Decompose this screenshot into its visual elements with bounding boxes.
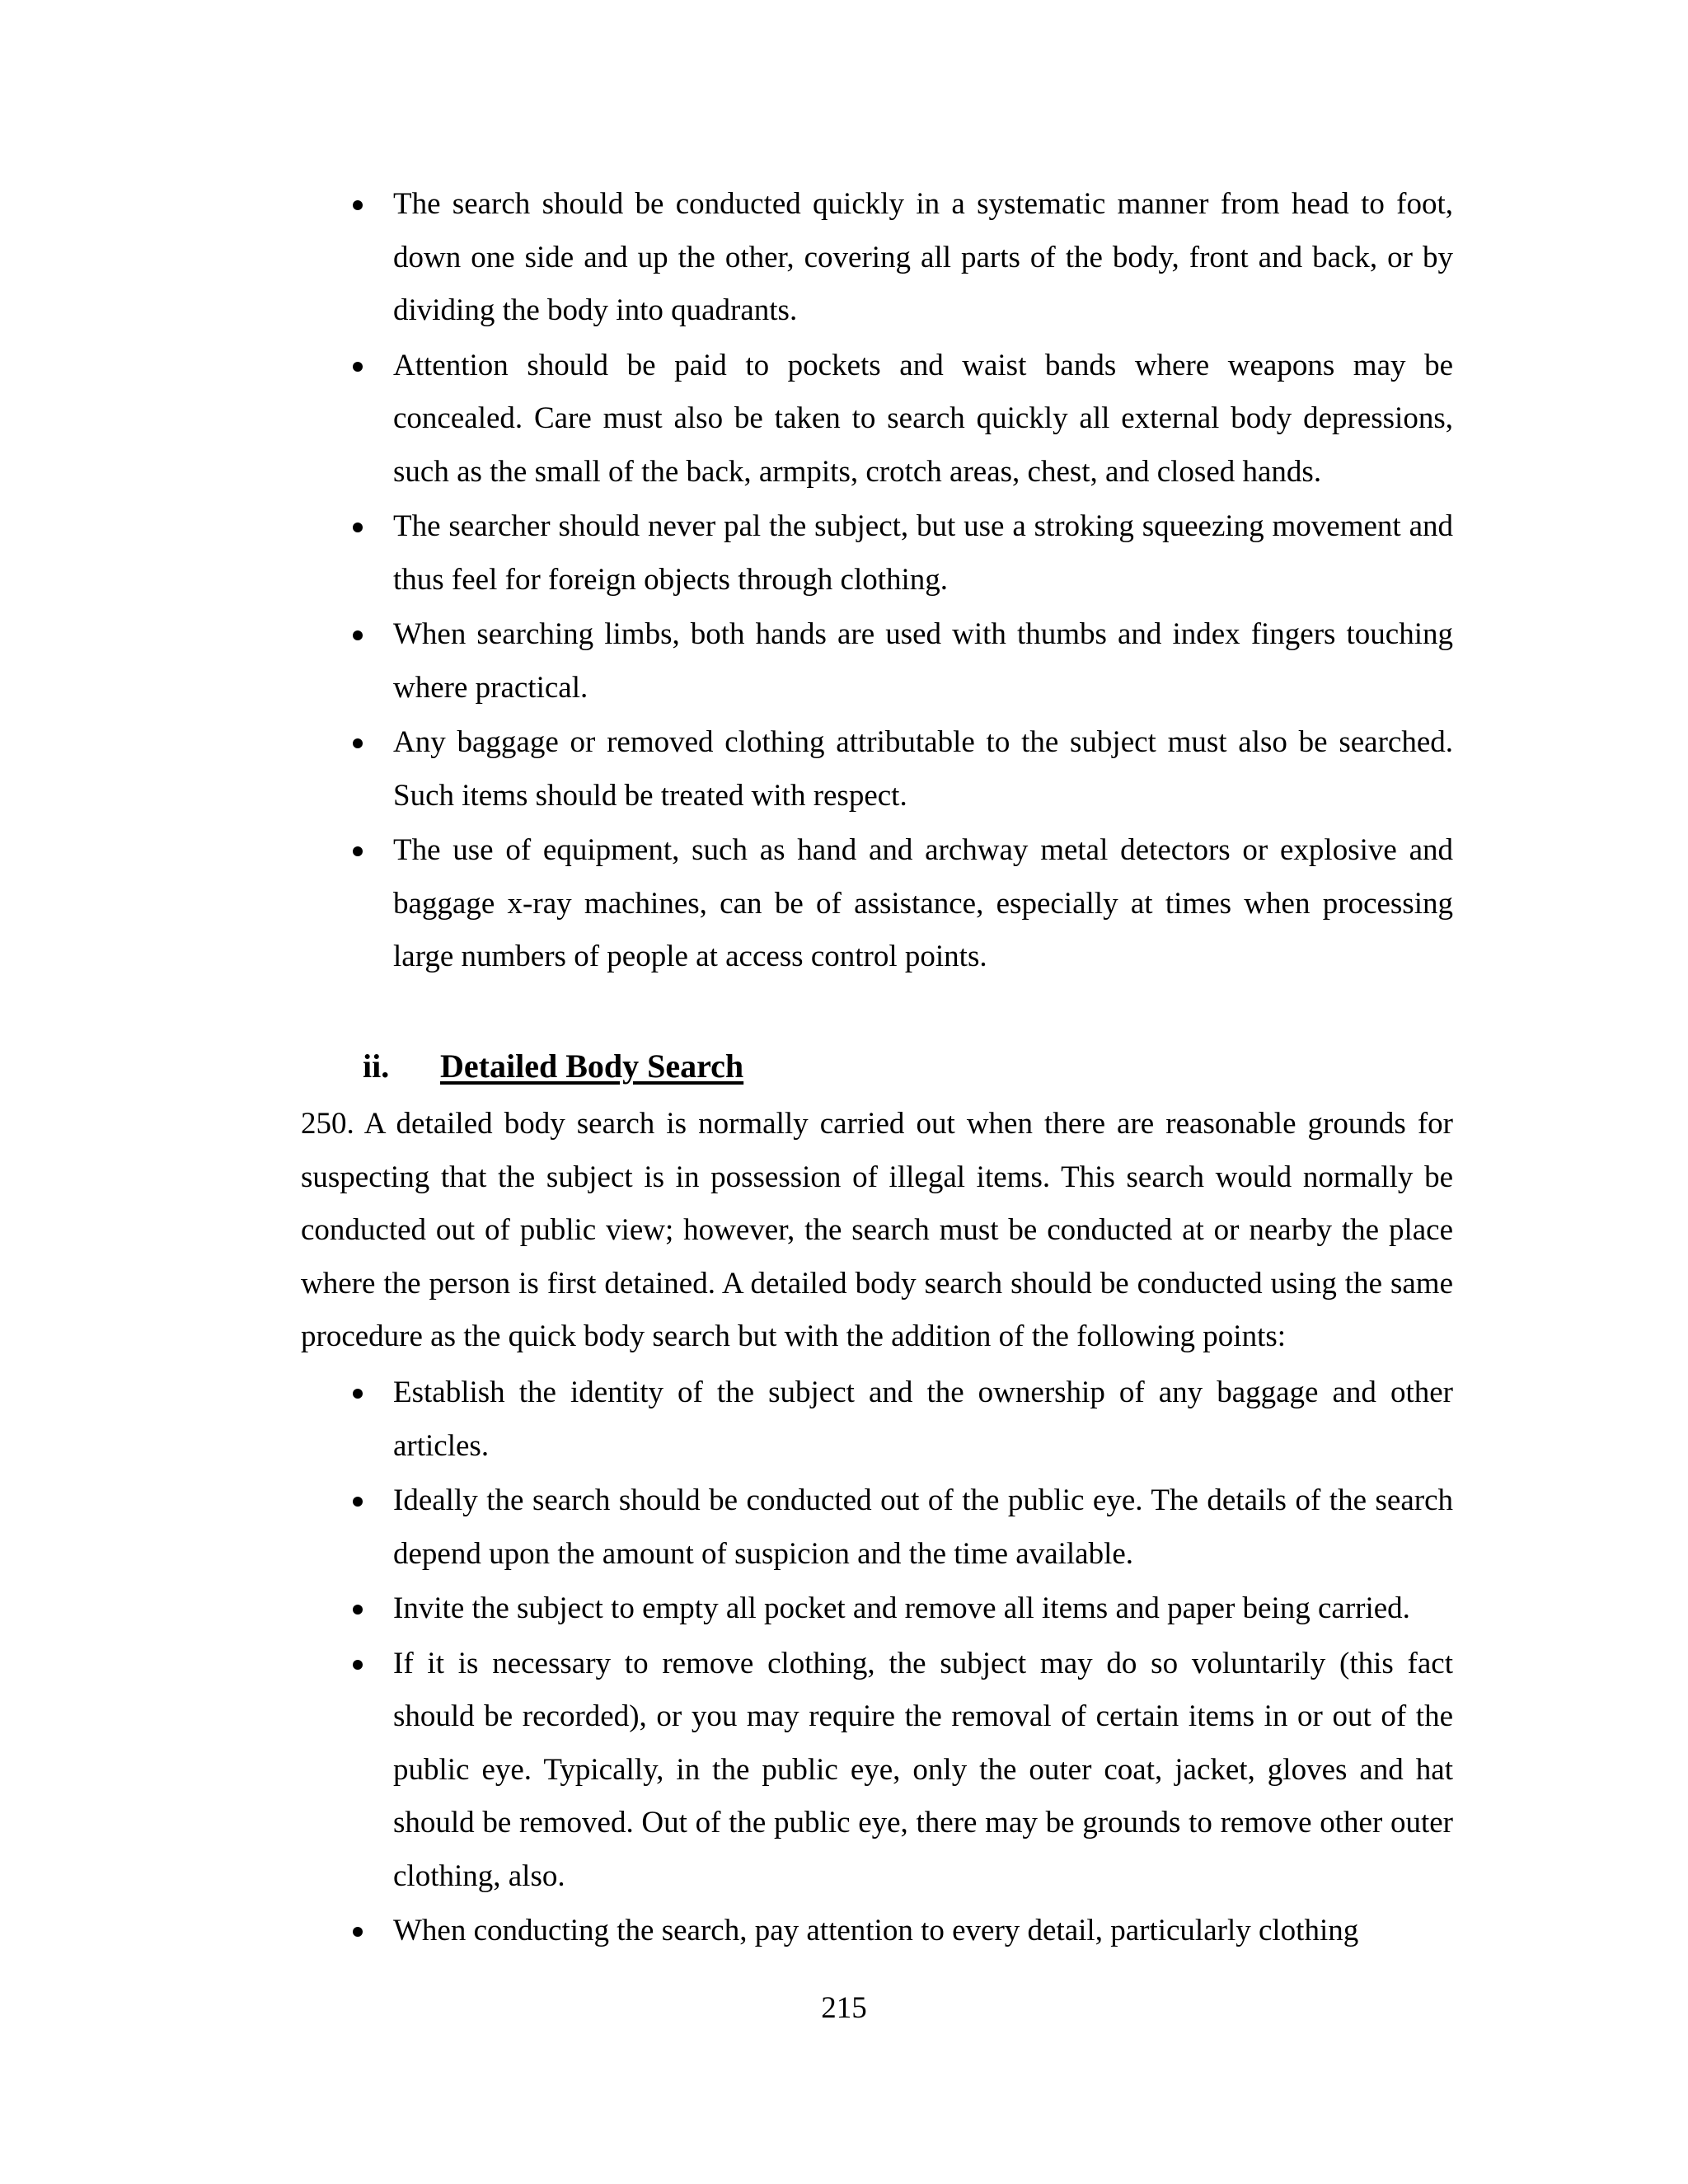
bullet-icon xyxy=(353,1605,363,1615)
bullet-icon xyxy=(353,630,363,640)
list-item-text: If it is necessary to remove clothing, the subject may do so voluntarily (this fact should be recorded), or you may require the removal of certain items in or out of the public eye. Typically, in the public eye, only the outer coat, jacket, gloves and hat should be removed. Out of the public eye, there may be grounds to remove other outer clothing, also. xyxy=(393,1646,1453,1893)
list-item xyxy=(301,1582,1453,1636)
bullet-icon xyxy=(353,362,363,372)
list-item-text: When conducting the search, pay attention to every detail, particularly clothing xyxy=(393,1914,1359,1947)
paragraph-250: 250. A detailed body search is normally carried out when there are reasonable grounds for suspecting that the subject is in possession of illegal items. This search would normally be conducted out of public view; however, the search must be conducted at or nearby the place where the person is first detained. A detailed body search should be conducted using the same procedure as the quick body search but with the addition of the following points: xyxy=(301,1107,1453,1353)
list-item-text: Any baggage or removed clothing attributable to the subject must also be searched. Such items should be treated with respect. xyxy=(393,725,1453,813)
list-item xyxy=(301,1366,1453,1473)
bullet-icon xyxy=(353,523,363,532)
list-item xyxy=(301,500,1453,607)
list-item xyxy=(301,1474,1453,1581)
list-item xyxy=(301,1638,1453,1904)
section-heading-title: Detailed Body Search xyxy=(440,1047,744,1085)
list-item xyxy=(301,1905,1453,1958)
bullet-icon xyxy=(353,200,363,210)
list-item-text: Establish the identity of the subject and the ownership of any baggage and other articles. xyxy=(393,1376,1453,1463)
list-item-text: Invite the subject to empty all pocket and remove all items and paper being carried. xyxy=(393,1591,1410,1625)
section-heading xyxy=(363,1040,743,1093)
list-item xyxy=(301,178,1453,338)
list-item-text: The use of equipment, such as hand and archway metal detectors or explosive and baggage x-ray machines, can be of assistance, especially at times when processing large numbers of people at access control points. xyxy=(393,833,1453,973)
list-item-text: Attention should be paid to pockets and waist bands where weapons may be concealed. Care must also be taken to search quickly all external body depressions, such as the small of the back, armpits, crotch areas, chest, and closed hands. xyxy=(393,348,1453,489)
section-heading-number: ii. xyxy=(363,1047,390,1085)
list-item xyxy=(301,824,1453,984)
bullet-list-quick-search xyxy=(301,178,1453,986)
list-item xyxy=(301,716,1453,823)
bullet-icon xyxy=(353,738,363,748)
bullet-icon xyxy=(353,1660,363,1670)
page-number: 215 xyxy=(821,1991,867,2025)
list-item xyxy=(301,340,1453,499)
list-item-text: Ideally the search should be conducted out of the public eye. The details of the search depend upon the amount of suspicion and the time available. xyxy=(393,1483,1453,1571)
list-item-text: The searcher should never pal the subject, but use a stroking squeezing movement and thus feel for foreign objects through clothing. xyxy=(393,509,1453,597)
list-item-text: When searching limbs, both hands are used with thumbs and index fingers touching where practical. xyxy=(393,617,1453,705)
bullet-icon xyxy=(353,1497,363,1507)
list-item xyxy=(301,608,1453,715)
bullet-icon xyxy=(353,846,363,856)
list-item-text: The search should be conducted quickly in a systematic manner from head to foot, down one side and up the other, covering all parts of the body, front and back, or by dividing the body into quadrants. xyxy=(393,187,1453,327)
bullet-list-detailed-search xyxy=(301,1366,1453,1960)
bullet-icon xyxy=(353,1389,363,1399)
bullet-icon xyxy=(353,1927,363,1937)
